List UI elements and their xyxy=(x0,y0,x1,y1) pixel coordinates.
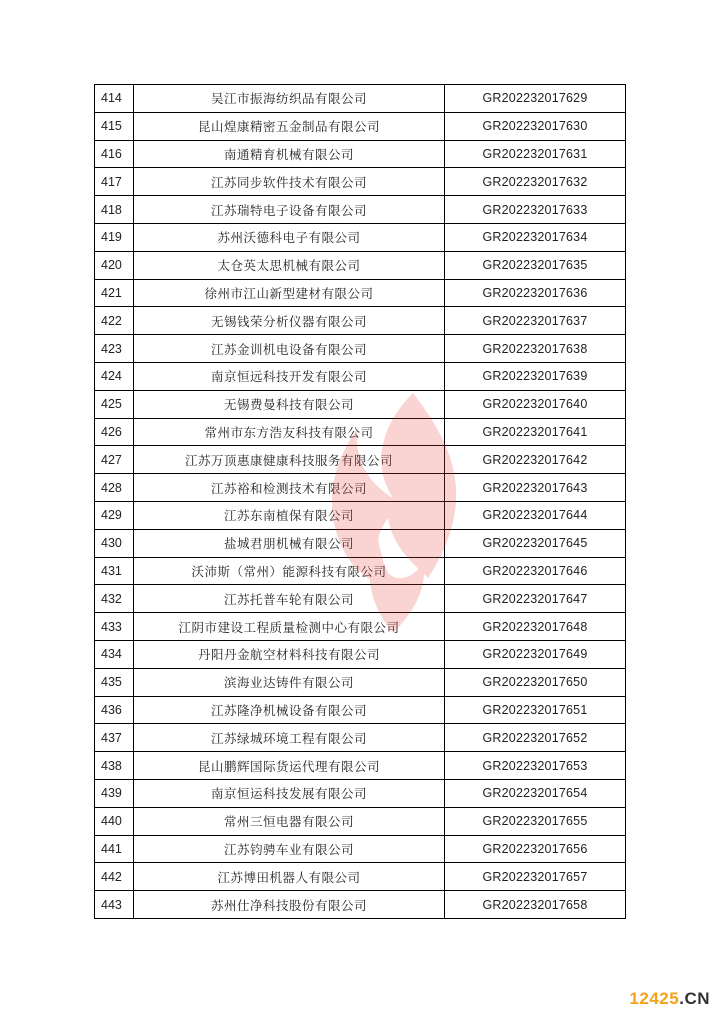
certificate-code: GR202232017638 xyxy=(445,335,626,362)
row-number: 428 xyxy=(95,474,134,501)
certificate-code: GR202232017654 xyxy=(445,780,626,807)
certificate-code: GR202232017639 xyxy=(445,363,626,390)
certificate-code: GR202232017646 xyxy=(445,558,626,585)
table-row xyxy=(95,863,626,891)
certificate-code: GR202232017641 xyxy=(445,419,626,446)
row-number: 421 xyxy=(95,280,134,307)
row-number: 442 xyxy=(95,863,134,890)
row-number: 434 xyxy=(95,641,134,668)
company-name: 南通精育机械有限公司 xyxy=(134,141,445,168)
table-row xyxy=(95,891,626,919)
row-number: 440 xyxy=(95,808,134,835)
company-name: 滨海业达铸件有限公司 xyxy=(134,669,445,696)
row-number: 425 xyxy=(95,391,134,418)
row-number: 414 xyxy=(95,85,134,112)
company-name: 常州三恒电器有限公司 xyxy=(134,808,445,835)
row-number: 415 xyxy=(95,113,134,140)
logo-dot: . xyxy=(679,989,685,1008)
table-row xyxy=(95,641,626,669)
company-name: 江苏钧骋车业有限公司 xyxy=(134,836,445,863)
certificate-code: GR202232017644 xyxy=(445,502,626,529)
table-row xyxy=(95,280,626,308)
row-number: 443 xyxy=(95,891,134,918)
certificate-code: GR202232017652 xyxy=(445,724,626,751)
company-name: 南京恒运科技发展有限公司 xyxy=(134,780,445,807)
certificate-code: GR202232017655 xyxy=(445,808,626,835)
company-name: 盐城君朋机械有限公司 xyxy=(134,530,445,557)
row-number: 437 xyxy=(95,724,134,751)
table-row xyxy=(95,335,626,363)
certificate-code: GR202232017629 xyxy=(445,85,626,112)
company-name: 太仓英太思机械有限公司 xyxy=(134,252,445,279)
table-row xyxy=(95,224,626,252)
certificate-code: GR202232017642 xyxy=(445,446,626,473)
company-name: 徐州市江山新型建材有限公司 xyxy=(134,280,445,307)
flame-watermark-icon xyxy=(318,388,468,638)
table-row xyxy=(95,113,626,141)
row-number: 419 xyxy=(95,224,134,251)
row-number: 436 xyxy=(95,697,134,724)
company-name: 无锡钱荣分析仪器有限公司 xyxy=(134,307,445,334)
row-number: 416 xyxy=(95,141,134,168)
certificate-code: GR202232017653 xyxy=(445,752,626,779)
row-number: 417 xyxy=(95,168,134,195)
row-number: 418 xyxy=(95,196,134,223)
logo-digits: 12425 xyxy=(629,989,680,1008)
company-name: 江苏裕和检测技术有限公司 xyxy=(134,474,445,501)
row-number: 431 xyxy=(95,558,134,585)
company-name: 苏州沃德科电子有限公司 xyxy=(134,224,445,251)
row-number: 424 xyxy=(95,363,134,390)
certificate-code: GR202232017649 xyxy=(445,641,626,668)
company-name: 江苏绿城环境工程有限公司 xyxy=(134,724,445,751)
certificate-code: GR202232017634 xyxy=(445,224,626,251)
certificate-code: GR202232017656 xyxy=(445,836,626,863)
company-name: 苏州仕净科技股份有限公司 xyxy=(134,891,445,918)
row-number: 432 xyxy=(95,585,134,612)
certificate-code: GR202232017657 xyxy=(445,863,626,890)
certificate-code: GR202232017647 xyxy=(445,585,626,612)
table-row xyxy=(95,697,626,725)
certificate-code: GR202232017632 xyxy=(445,168,626,195)
site-logo xyxy=(629,989,710,1009)
table-row xyxy=(95,363,626,391)
certificate-code: GR202232017650 xyxy=(445,669,626,696)
certificate-code: GR202232017636 xyxy=(445,280,626,307)
table-row xyxy=(95,252,626,280)
table-row xyxy=(95,752,626,780)
certificate-code: GR202232017658 xyxy=(445,891,626,918)
row-number: 427 xyxy=(95,446,134,473)
certificate-code: GR202232017651 xyxy=(445,697,626,724)
row-number: 439 xyxy=(95,780,134,807)
company-name: 江苏金训机电设备有限公司 xyxy=(134,335,445,362)
company-name: 江苏万顶惠康健康科技服务有限公司 xyxy=(134,446,445,473)
table-row xyxy=(95,307,626,335)
certificate-code: GR202232017630 xyxy=(445,113,626,140)
row-number: 438 xyxy=(95,752,134,779)
row-number: 420 xyxy=(95,252,134,279)
company-name: 南京恒远科技开发有限公司 xyxy=(134,363,445,390)
company-name: 昆山鹏辉国际货运代理有限公司 xyxy=(134,752,445,779)
company-name: 江苏东南植保有限公司 xyxy=(134,502,445,529)
row-number: 441 xyxy=(95,836,134,863)
table-row xyxy=(95,836,626,864)
row-number: 422 xyxy=(95,307,134,334)
certificate-code: GR202232017635 xyxy=(445,252,626,279)
row-number: 423 xyxy=(95,335,134,362)
certificate-code: GR202232017645 xyxy=(445,530,626,557)
company-name: 江苏同步软件技术有限公司 xyxy=(134,168,445,195)
row-number: 433 xyxy=(95,613,134,640)
table-row xyxy=(95,141,626,169)
table-row xyxy=(95,780,626,808)
table-row xyxy=(95,669,626,697)
table-row xyxy=(95,85,626,113)
certificate-code: GR202232017648 xyxy=(445,613,626,640)
company-name: 江苏瑞特电子设备有限公司 xyxy=(134,196,445,223)
company-name: 江阴市建设工程质量检测中心有限公司 xyxy=(134,613,445,640)
certificate-code: GR202232017643 xyxy=(445,474,626,501)
table-row xyxy=(95,196,626,224)
table-row xyxy=(95,808,626,836)
company-name: 江苏隆净机械设备有限公司 xyxy=(134,697,445,724)
row-number: 426 xyxy=(95,419,134,446)
company-name: 常州市东方浩友科技有限公司 xyxy=(134,419,445,446)
logo-suffix: CN xyxy=(684,989,710,1008)
certificate-code: GR202232017631 xyxy=(445,141,626,168)
row-number: 430 xyxy=(95,530,134,557)
certificate-code: GR202232017633 xyxy=(445,196,626,223)
company-name: 吴江市振海纺织品有限公司 xyxy=(134,85,445,112)
company-name: 江苏博田机器人有限公司 xyxy=(134,863,445,890)
company-name: 丹阳丹金航空材料科技有限公司 xyxy=(134,641,445,668)
certificate-code: GR202232017637 xyxy=(445,307,626,334)
company-name: 无锡费曼科技有限公司 xyxy=(134,391,445,418)
company-name: 昆山煌康精密五金制品有限公司 xyxy=(134,113,445,140)
row-number: 435 xyxy=(95,669,134,696)
certificate-code: GR202232017640 xyxy=(445,391,626,418)
row-number: 429 xyxy=(95,502,134,529)
company-name: 江苏托普车轮有限公司 xyxy=(134,585,445,612)
table-row xyxy=(95,724,626,752)
company-name: 沃沛斯（常州）能源科技有限公司 xyxy=(134,558,445,585)
table-row xyxy=(95,168,626,196)
